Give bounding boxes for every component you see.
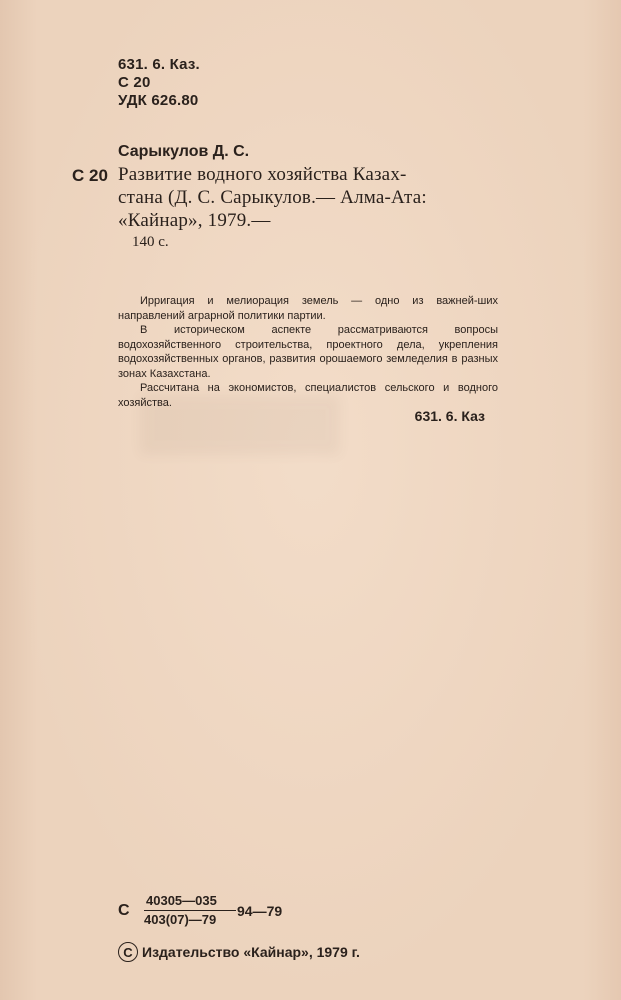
annotation-classification: 631. 6. Каз (414, 408, 485, 424)
card-call-number: С 20 (72, 166, 108, 185)
copyright-icon: С (118, 942, 138, 962)
imprint-numerator: 40305—035 (146, 893, 217, 908)
annotation-paragraph-3: Рассчитана на экономистов, специалистов сельского и водного хозяйства. (118, 382, 498, 409)
annotation-paragraph-1: Ирригация и мелиорация земель — одно из важней-ших направлений аграрной политики партии. (118, 295, 498, 322)
annotation (118, 294, 498, 410)
copyright-text: Издательство «Кайнар», 1979 г. (142, 944, 360, 960)
fraction-line (144, 910, 236, 911)
udk-index: УДК 626.80 (118, 92, 199, 109)
bbk-index: 631. 6. Каз. (118, 56, 200, 73)
author-mark: С 20 (118, 74, 151, 91)
annotation-paragraph-2: В историческом аспекте рассматриваются вопросы водохозяйственного строительства, проектного дела, укрепления водохозяйственных органов, развития орошаемого земледелия в разных зонах Казахстана. (118, 324, 498, 380)
card-pages: 140 с. (132, 234, 169, 250)
card-title-line-3: «Кайнар», 1979.— (118, 210, 271, 231)
imprint-denominator: 403(07)—79 (144, 912, 217, 927)
card-title-line-2: стана (Д. С. Сарыкулов.— Алма-Ата: (118, 187, 427, 208)
card-title-line-1: Развитие водного хозяйства Казах- (118, 164, 407, 185)
copyright-line (118, 942, 360, 962)
imprint-suffix: 94—79 (237, 903, 283, 919)
imprint-letter: С (118, 902, 130, 919)
card-author: Сарыкулов Д. С. (118, 143, 250, 160)
